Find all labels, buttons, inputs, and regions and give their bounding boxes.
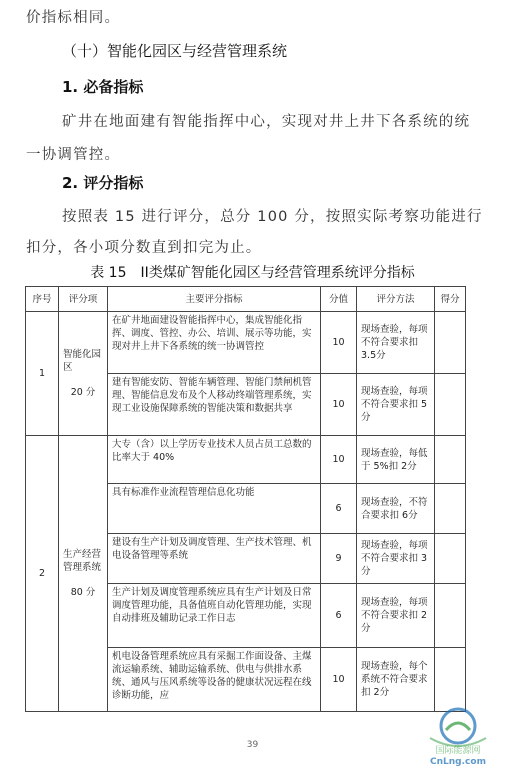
indicator-cell: 生产计划及调度管理系统应具有生产计划及日常调度管理功能，具备值班自动化管理功能，实现自动排班及辅助记录工作日志 xyxy=(108,584,321,648)
method-cell: 现场查验，每项不符合要求扣 5分 xyxy=(357,374,435,436)
section-heading: （十）智能化园区与经营管理系统 xyxy=(62,42,288,60)
indicator-cell: 大专（含）以上学历专业技术人员占员工总数的比率大于 40% xyxy=(108,436,321,484)
group-item-score: 80 分 xyxy=(70,587,96,598)
group-item-score: 20 分 xyxy=(70,387,96,398)
scoring-table xyxy=(25,286,466,712)
page-number: 39 xyxy=(246,740,259,750)
method-cell: 现场查验，每低于 5%扣 2分 xyxy=(357,436,435,484)
score-cell: 6 xyxy=(321,584,357,648)
header-score: 分值 xyxy=(321,287,357,312)
indicator-cell: 建设有生产计划及调度管理、生产技术管理、机电设备管理等系统 xyxy=(108,534,321,584)
score-cell: 10 xyxy=(321,436,357,484)
indicator-cell: 在矿井地面建设智能指挥中心，集成智能化指挥、调度、管控、办公、培训、展示等功能，实现对井上井下各系统的统一协调管控 xyxy=(108,312,321,374)
score-cell: 9 xyxy=(321,534,357,584)
watermark-logo-icon xyxy=(418,702,498,766)
points-cell xyxy=(435,484,466,534)
points-cell xyxy=(435,584,466,648)
header-indicator: 主要评分指标 xyxy=(108,287,321,312)
paragraph-required-1: 矿井在地面建有智能指挥中心，实现对井上井下各系统的统 xyxy=(62,114,471,130)
group-item xyxy=(59,312,108,436)
indicator-cell: 具有标准作业流程管理信息化功能 xyxy=(108,484,321,534)
watermark-text: 国际能源网 xyxy=(435,746,481,756)
method-cell: 现场查验，每项不符合要求扣 3.5分 xyxy=(357,312,435,374)
score-cell: 10 xyxy=(321,374,357,436)
method-cell: 现场查验，每项不符合要求扣 3分 xyxy=(357,534,435,584)
score-cell: 6 xyxy=(321,484,357,534)
paragraph-scoring-2: 扣分，各小项分数直到扣完为止。 xyxy=(26,240,262,256)
header-method: 评分方法 xyxy=(357,287,435,312)
method-cell: 现场查验，不符合要求扣 6分 xyxy=(357,484,435,534)
method-cell: 现场查验，每项不符合要求扣 2分 xyxy=(357,584,435,648)
points-cell xyxy=(435,534,466,584)
points-cell xyxy=(435,374,466,436)
paragraph-required-2: 一协调管控。 xyxy=(26,147,121,163)
header-points: 得分 xyxy=(435,287,466,312)
line-continuation: 价指标相同。 xyxy=(26,10,121,26)
table-caption: 表 15 II类煤矿智能化园区与经营管理系统评分指标 xyxy=(90,265,415,281)
points-cell xyxy=(435,436,466,484)
group-number: 1 xyxy=(26,312,59,436)
paragraph-scoring-1: 按照表 15 进行评分，总分 100 分，按照实际考察功能进行 xyxy=(62,209,483,225)
points-cell xyxy=(435,312,466,374)
watermark-url: CnLng.com xyxy=(430,757,486,766)
indicator-cell: 建有智能安防、智能车辆管理、智能门禁闸机管理、智能信息发布及个人移动终端管理系统，实现工业设施保障系统的智能决策和数据共享 xyxy=(108,374,321,436)
header-item: 评分项 xyxy=(59,287,108,312)
group-item-name: 智能化园区 xyxy=(63,349,102,373)
score-cell: 10 xyxy=(321,312,357,374)
subheading-required: 1. 必备指标 xyxy=(62,78,144,96)
method-cell: 现场查验，每个系统不符合要求扣 2分 xyxy=(357,648,435,712)
table-row xyxy=(26,436,466,484)
indicator-cell: 机电设备管理系统应具有采掘工作面设备、主煤流运输系统、辅助运输系统、供电与供排水系统、通风与压风系统等设备的健康状况远程在线诊断功能，应 xyxy=(108,648,321,712)
group-item xyxy=(59,436,108,712)
table-row xyxy=(26,312,466,374)
table-header-row xyxy=(26,287,466,312)
header-no: 序号 xyxy=(26,287,59,312)
group-item-name: 生产经营管理系统 xyxy=(63,549,102,573)
score-cell: 10 xyxy=(321,648,357,712)
subheading-scoring: 2. 评分指标 xyxy=(62,174,144,192)
group-number: 2 xyxy=(26,436,59,712)
